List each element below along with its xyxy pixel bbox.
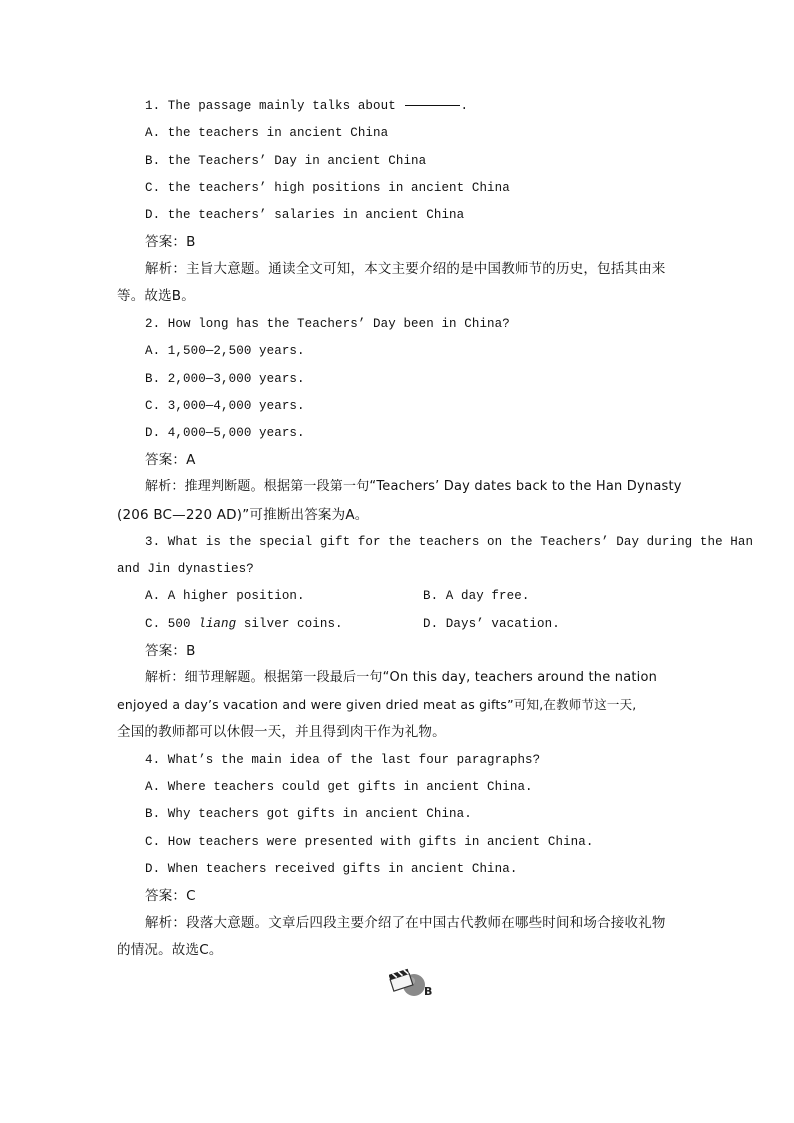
- q1-stem-text: 1. The passage mainly talks about: [145, 99, 396, 113]
- q3-option-c: [145, 616, 343, 632]
- q4-option-a: A. Where teachers could get gifts in ancient China.: [145, 780, 533, 794]
- q3-stem-line1: 3. What is the special gift for the teachers on the Teachers’ Day during the Han: [145, 535, 754, 549]
- q1-stem-end: .: [460, 99, 469, 113]
- section-marker: [389, 967, 439, 1001]
- q3-answer: 答案：B: [145, 643, 196, 659]
- q3-analysis-line2: enjoyed a day’s vacation and were given dried meat as gifts”可知,在教师节这一天,: [117, 697, 637, 712]
- q1-stem: [145, 98, 468, 114]
- q4-option-b: B. Why teachers got gifts in ancient China.: [145, 807, 472, 821]
- q3-analysis-line1: 解析：细节理解题。根据第一段最后一句“On this day, teachers around the nation: [145, 670, 658, 685]
- q1-option-b: B. the Teachers’ Day in ancient China: [145, 154, 427, 168]
- clapper-ball-icon: [389, 967, 429, 999]
- q3-option-c-suffix: silver coins.: [236, 617, 343, 631]
- q3-option-d: D. Days’ vacation.: [423, 617, 560, 631]
- q3-analysis-line3: 全国的教师都可以休假一天，并且得到肉干作为礼物。: [117, 724, 446, 740]
- q4-option-d: D. When teachers received gifts in ancient China.: [145, 862, 518, 876]
- q2-option-c: C. 3,000—4,000 years.: [145, 399, 305, 413]
- q1-analysis-line2: 等。故选B。: [117, 288, 195, 304]
- q4-option-c: C. How teachers were presented with gifts in ancient China.: [145, 835, 594, 849]
- q2-answer: 答案：A: [145, 452, 196, 468]
- q4-analysis-line2: 的情况。故选C。: [117, 942, 223, 958]
- q3-option-c-italic: liang: [198, 617, 237, 631]
- answer-blank: [405, 105, 460, 106]
- q4-stem: 4. What’s the main idea of the last four paragraphs?: [145, 753, 541, 767]
- q3-stem-line2: and Jin dynasties?: [117, 562, 254, 576]
- q1-option-a: A. the teachers in ancient China: [145, 126, 389, 140]
- q1-option-c: C. the teachers’ high positions in ancient China: [145, 181, 510, 195]
- q2-option-a: A. 1,500—2,500 years.: [145, 344, 305, 358]
- q2-analysis-line1: 解析：推理判断题。根据第一段第一句“Teachers’ Day dates back to the Han Dynasty: [145, 479, 682, 494]
- q1-option-d: D. the teachers’ salaries in ancient China: [145, 208, 465, 222]
- q2-analysis-line2: (206 BC—220 AD)”可推断出答案为A。: [117, 507, 369, 523]
- q3-option-a: A. A higher position.: [145, 589, 305, 603]
- q3-option-c-prefix: C. 500: [145, 617, 199, 631]
- q3-option-b: B. A day free.: [423, 589, 530, 603]
- q4-analysis-line1: 解析：段落大意题。文章后四段主要介绍了在中国古代教师在哪些时间和场合接收礼物: [145, 915, 666, 931]
- q2-stem: 2. How long has the Teachers’ Day been in China?: [145, 317, 510, 331]
- q4-answer: 答案：C: [145, 888, 196, 904]
- q2-option-d: D. 4,000—5,000 years.: [145, 426, 305, 440]
- q1-analysis-line1: 解析：主旨大意题。通读全文可知，本文主要介绍的是中国教师节的历史，包括其由来: [145, 261, 666, 277]
- section-label: B: [424, 985, 433, 998]
- q1-answer: 答案：B: [145, 234, 196, 250]
- q2-option-b: B. 2,000—3,000 years.: [145, 372, 305, 386]
